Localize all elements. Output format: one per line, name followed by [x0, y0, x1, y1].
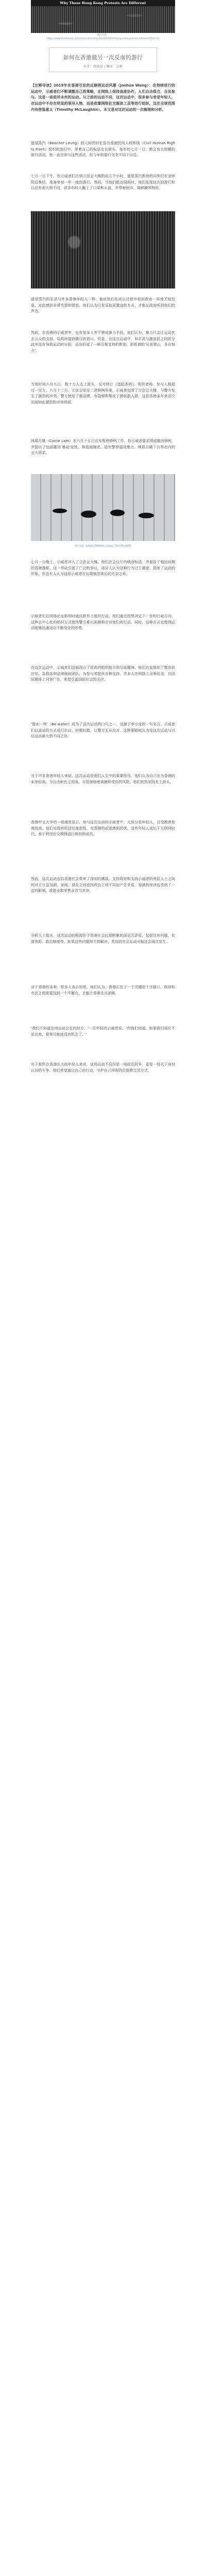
body-paragraph: 示威者们在网络论坛和即时通讯软件上组织行动，他们通过投票决定下一步的行动方向，这种去中心化的组织方式使得警方难以预测和应对他们的行动。同时，这种方式也使得运动能够迅速适应不断变化的形势。 [31, 614, 175, 631]
article-byline: 作者：蒋惠迅 / 翻译：吴静 [83, 65, 123, 69]
hero-caption-link[interactable]: https://www.theatlantic.com/international/archive/2019/07/hong-kong-protests-different/593773/ [46, 37, 160, 40]
body-paragraph: '像水一样'（Be water）成为了这次运动的口号之一，这源于李小龙的一句名言。示威者们以流动的方式进行抗议，时聚时散，让警方无从应对。这种策略被认为是这次运动与以往运动最大的不同之处。 [31, 722, 175, 739]
hero-caption [26, 34, 180, 41]
body-paragraph: 对于那些在香港长大的年轻人来说，这场运动不仅仅是一场政治抗争，更是一场关于身份认同的斗争。他们希望通过自己的行动，守护自己珍视的价值和生活方式。 [31, 1062, 175, 1073]
hero-photo [31, 6, 175, 33]
body-paragraph: 对于香港的未来，很多人表示担忧。他们认为，香港正处于一个关键的十字路口，政府和市民之间需要找到一个平衡点，才能让香港走出困境。 [31, 985, 175, 995]
body-paragraph: 然而，这次运动也给香港社会带来了深刻的撕裂。支持政府和支持示威者的两派人士之间的对立日益加剧，家庭、朋友之间也因政治立场不同而产生矛盾。香港的经济也受到了一定的影响，旅游业和零售业首当其冲。 [31, 876, 175, 893]
protest-crowd-photo [31, 211, 175, 289]
article-title: 如何在香港做另一次反南的游行 [63, 55, 143, 61]
body-paragraph: 分析人士指出，这次运动的根源在于香港社会长期积累的深层次矛盾，包括住房问题、贫富差距、政治制度等。如果这些问题得不到解决，类似的社会运动可能还会再次发生。 [31, 933, 175, 944]
body-paragraph: 七月一日下午，在示威者们占领立法会大楼的前几个小时，遥望蒸汽和他的同伴们在金钟附近集结，准备参加一年一度的游行。然而，当他们抵达现场时，他们发现这次的游行和以往有很大的不同，很多年轻人戴上了口罩和头盔，并带着雨伞、保鲜膜等物资。 [31, 174, 175, 191]
body-paragraph: 在这次运动中，示威者们还展现出了很高的组织能力和互助精神。他们自发组织了物资供应站、急救站和法律援助团队，为参与者提供各种支持。许多人在网络上众筹资金，在国际媒体上刊登广告，希望引起国际社会的关注。 [31, 665, 175, 682]
body-paragraph: 遥望蒸汽的生活与许多香港年轻人一样。他说他们在成长过程中看到政府一再地无视民意，对此感到非常失望和愤怒。他们认为只有采取更激进的方式，才能让政府听到他们的声音。 [31, 297, 175, 314]
hero-banner [31, 0, 175, 33]
body-paragraph: 当地时间六月九日，数十万人走上街头，反对修订《逃犯条例》。组织者称，参与人数超过一百万。六月十二日，立法会原定二读修例草案，示威者包围了立法会大楼，与警方发生了激烈的冲突。警方使用了催泪弹、布袋弹和橡皮子弹驱散人群，这是香港多年来首次出现如此激烈的冲突场面。 [31, 382, 175, 405]
body-paragraph: 林郑月娥（Carrie Lam）在六月十五日宣布暂停修例工作，但示威者要求彻底撤回修例，并提出了包括撤回'暴动'定性、释放被捕者、追究警察滥用暴力、林郑月娥下台等在内的五大诉求。 [31, 438, 175, 455]
body-paragraph: 七月一日晚上，示威者冲入了立法会大楼，他们在会议厅内喷涂标语，并悬挂了殖民时期的香港旗帜。这一举动引起了广泛的争议，部分人认为这种行为过于激进，损害了运动的形象，但也有人认为这是示威者在长期被忽视后的无奈之举。 [31, 560, 175, 577]
hero-title: Why These Hong Kong Protests Are Different [60, 1, 146, 5]
article-title-box [49, 47, 157, 72]
body-paragraph: '我们不知道这场运动会走向何方，'一位年轻的示威者说，'但我们知道，如果我们现在不站出来，将来可能就没有机会了。' [31, 1026, 175, 1037]
body-paragraph: 然而，在香港的示威者中，也有很多人并不赞成暴力手段。他们认为，暴力只会让运动失去公众的支持，给政府提供镇压的借口。但是，在这次运动中，和平派与激进派之间的分歧并没有导致运动的分裂，反而形成了一种互相支持的默契，即所谓的'兄弟爬山，各自努力'。 [31, 330, 175, 353]
intro-paragraph: 【注释导读】2019年在香港引发的反修例运动风潮（Joshua Wong）：在持续进行的运动中，示威者们不断调整自己的策略，在网络上保持高度协作，人们自由组合，自发参与。这是一场前所未有的运动。与之前的运动不同，这次运动中，很多参与者是年轻人，在运动中不存在明显的领导人物，而是依靠网络社交媒体工具等进行组织，这在全球范围内有借鉴意义（Timothy McLaughlin）。本文是对这次运动的一次梳理和分析。 [31, 83, 175, 112]
hero-caption-label: 图片来源： [97, 34, 109, 37]
protesters-group-photo [31, 474, 175, 541]
body-paragraph: 香港中文大学的一项调查显示，参与这次运动的示威者中，大部分是年轻人，且受教育程度较高。他们对政府的信任度很低，对香港的前途感到担忧。这些年轻人成长于互联网时代，善于利用社交媒体进行组织和动员。 [31, 820, 175, 837]
photo-caption: 图片来源：HAILEY PARKER / Getty / THE ATLANTIC [74, 545, 132, 548]
hero-title-strip [31, 0, 175, 6]
body-paragraph: 对于许多香港年轻人来说，这次运动是他们人生中的重要经历。他们认为自己在为香港的未来而战，为自由和民主而战。尽管面临着被捕和受伤的风险，他们依然坚持走上街头。 [31, 773, 175, 784]
body-paragraph: 遥望蒸汽（Beecher Leung）的儿时的回忆是在香港民间人权阵线（Civil Human Rights Front）组织的游行中，举着自己的标语走在街头。每年的七月一日，都会有大规模的游行活动，他一直在参与这些活动，但今年的游行完全不同于以往。 [31, 141, 175, 158]
